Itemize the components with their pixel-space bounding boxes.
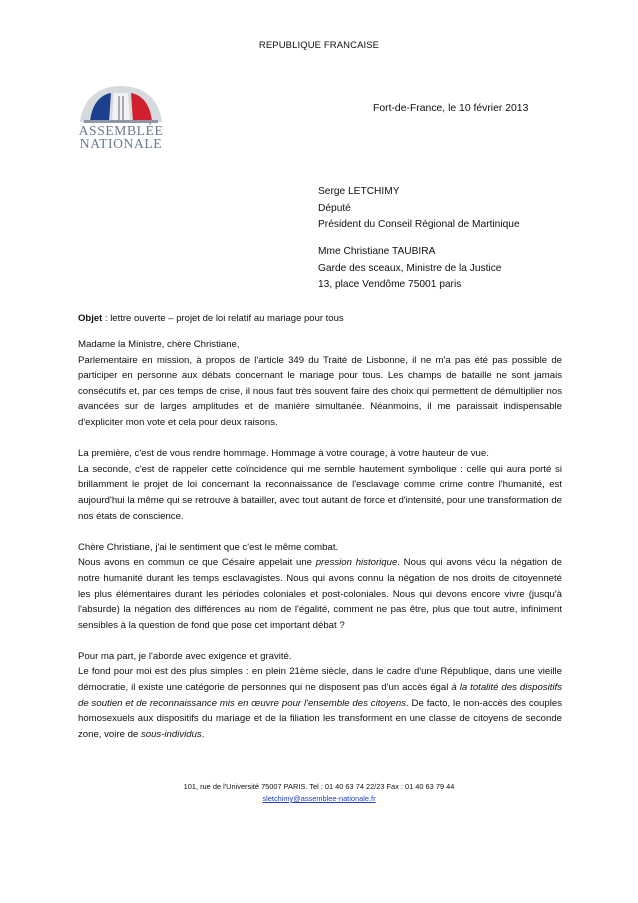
paragraph-1: Parlementaire en mission, à propos de l'article 349 du Traité de Lisbonne, il ne m'a pas été pas possible de participer en personne aux débats concernant le mariage pour tous. Les champs de bataille ne sont jamais consécutifs et, par ces temps de crise, il nous faut très souvent faire des choix qui permettent de démultiplier nos avancées sur de larges amplitudes et de manière simultanée. Néanmoins, il me paraissait indispensable d'expliciter mon vote et cela pour deux raisons. [78,354,562,428]
p3b-text-1: Nous avons en commun ce que Césaire appelait une [78,557,316,569]
p3b-emphasis: pression historique [315,557,398,569]
sender-block [318,184,520,234]
paragraph-3 [78,540,562,634]
paragraph-intro [78,337,562,431]
paragraph-4a: Pour ma part, je l'aborde avec exigence et gravité. [78,650,292,662]
hemicycle-icon [78,82,164,124]
paragraph-3b [78,555,562,633]
p4b-text-3: . [201,728,205,740]
sender-name: Serge LETCHIMY [318,186,400,197]
footer [0,781,638,805]
recipient-address: 13, place Vendôme 75001 paris [318,279,462,290]
salutation: Madame la Ministre, chère Christiane, [78,339,240,350]
p4b-text-2: . De facto, le non-accès des couples homosexuels aux dispositifs du mariage et de la filiation les transforment en une classe de citoyens de seconde zone, voire de [78,697,562,740]
p4b-emphasis-1: à la totalité des dispositifs de soutien et de reconnaissance mis en œuvre pour l'ensemble des citoyens [78,682,562,709]
recipient-title: Garde des sceaux, Ministre de la Justice [318,262,502,274]
paragraph-3a: Chère Christiane, j'ai le sentiment que c'est le même combat. [78,541,339,553]
footer-address: 101, rue de l'Université 75007 PARIS. Tel : 01 40 63 74 22/23 Fax : 01 40 63 79 44 [183,782,455,791]
sender-title: Député [318,202,351,214]
recipient-name: Mme Christiane TAUBIRA [318,246,436,257]
subject-text: : lettre ouverte – projet de loi relatif au mariage pour tous [102,313,344,324]
p4b-emphasis-2: sous-individus [140,728,202,740]
paragraph-2 [78,446,562,524]
letter-body [78,337,562,742]
sender-role: Président du Conseil Régional de Martinique [318,219,520,230]
p3b-text-2: . Nous qui avons vécu la négation de notre humanité durant les temps esclavagistes. Nous qui avons connu la négation de nos droits de citoyenneté les plus élémentaires durant les périodes coloniales et post-coloniales. Nous qui devons encore vivre (jusqu'à l'absurde) la négation des différences au nom de l'égalité, comment ne pas être, plus que tout autre, infiniment sensibles à la question de fond que pose cet important débat ? [78,557,562,631]
footer-email-link[interactable]: sletchimy@assemblee-nationale.fr [262,794,376,803]
assemblee-nationale-logo [78,82,164,152]
logo-line-1: ASSEMBLÉE [78,123,164,138]
recipient-block [318,244,501,294]
subject-line [78,313,344,324]
paragraph-4 [78,649,562,743]
paragraph-2a: La première, c'est de vous rendre hommage. Hommage à votre courage, à votre hauteur de vue. [78,448,489,460]
subject-label: Objet [78,313,103,324]
place-date: Fort-de-France, le 10 février 2013 [373,103,529,114]
p4b-text-1: Le fond pour moi est des plus simples : en plein 21ème siècle, dans le cadre d'une République, dans une vieille démocratie, il existe une catégorie de personnes qui ne disposent pas d'un accès égal [78,666,562,694]
paragraph-2b: La seconde, c'est de rappeler cette coïncidence qui me semble hautement symbolique : celle qui aura porté si brillamment le projet de loi concernant la reconnaissance de l'esclavage comme crime contre l'humanité, est aujourd'hui la même qui se retrouve à batailler, avec tout autant de force et d'intensité, pour une transformation de nos états de conscience. [78,463,562,522]
header-title: REPUBLIQUE FRANCAISE [258,40,380,51]
paragraph-4b [78,664,562,742]
logo-line-2: NATIONALE [79,136,163,151]
